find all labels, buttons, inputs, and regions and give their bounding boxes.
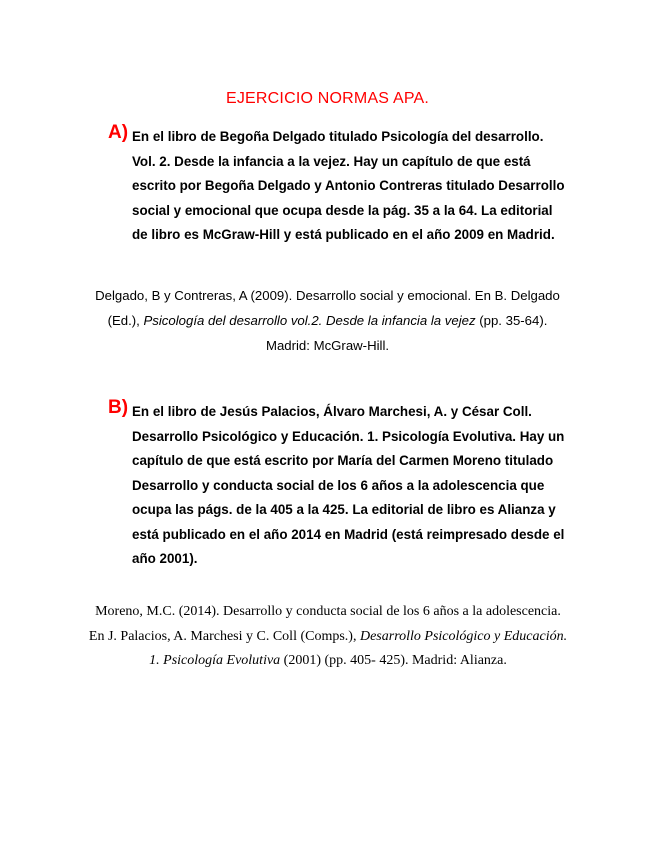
exercise-b-letter: B)	[108, 397, 129, 418]
exercise-a	[108, 122, 568, 248]
document-title: EJERCICIO NORMAS APA.	[225, 90, 430, 107]
reference-b-book-title: Desarrollo Psicológico y Educación. 1. Psicología Evolutiva	[149, 628, 568, 668]
exercise-a-letter: A)	[108, 122, 129, 143]
reference-a-pages-publisher: (pp. 35-64). Madrid: McGraw-Hill.	[265, 313, 548, 353]
exercise-b	[108, 397, 568, 572]
reference-a-book-title: Psicología del desarrollo vol.2. Desde la infancia la vejez	[143, 313, 476, 328]
exercise-a-statement: En el libro de Begoña Delgado titulado Psicología del desarrollo. Vol. 2. Desde la infancia a la vejez. Hay un capítulo de que está escrito por Begoña Delgado y Antonio Contreras titulado Desarrollo social y emocional que ocupa desde la pág. 35 a la 64. La editorial de libro es McGraw-Hill y está publicado en el año 2009 en Madrid.	[132, 129, 565, 242]
reference-b-pages-publisher: (2001) (pp. 405- 425). Madrid: Alianza.	[280, 653, 507, 668]
reference-a-text: Delgado, B y Contreras, A (2009). Desarrollo social y emocional. En B. Delgado (Ed.),	[95, 288, 560, 328]
reference-a	[90, 283, 565, 358]
exercise-b-statement: En el libro de Jesús Palacios, Álvaro Marchesi, A. y César Coll. Desarrollo Psicológico y Educación. 1. Psicología Evolutiva. Hay un capítulo de que está escrito por María del Carmen Moreno titulado Desarrollo y conducta social de los 6 años a la adolescencia que ocupa las págs. de la 405 a la 425. La editorial de libro es Alianza y está publicado en el año 2014 en Madrid (está reimpresado desde el año 2001).	[132, 404, 565, 566]
reference-b-text: Moreno, M.C. (2014). Desarrollo y conducta social de los 6 años a la adolescencia. En J. Palacios, A. Marchesi y C. Coll (Comps.),	[88, 604, 561, 644]
reference-b	[88, 600, 568, 674]
